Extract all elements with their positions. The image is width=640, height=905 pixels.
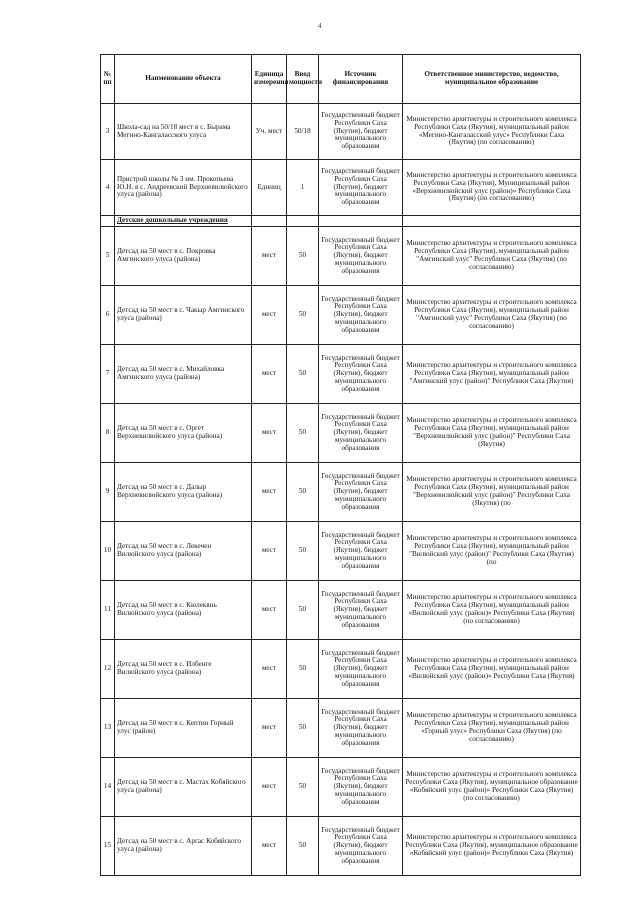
cell-capacity: 50 — [287, 699, 319, 758]
cell-unit: мест — [252, 463, 287, 522]
table-row — [101, 160, 581, 216]
cell-unit: мест — [252, 522, 287, 581]
table-row — [101, 522, 581, 581]
header-name: Наименование объекта — [115, 55, 252, 104]
cell-responsible: Министерство архитектуры и строительного комплекса Республики Саха (Якутия), муниципальный район "Верхневилюйский улус (район)" Республики Саха (Якутия) — [403, 404, 581, 463]
cell-name: Детсад на 50 мест в с. Покровка Амгинского улуса (района) — [115, 227, 252, 286]
cell-source: Государственный бюджет Республики Саха (Якутия), бюджет муниципального образования — [319, 227, 403, 286]
cell-responsible: Министерство архитектуры и строительного комплекса Республики Саха (Якутия), Муниципальный район «Верхневилюйский улус (район)» Республики Саха (Якутия) (по согласованию) — [403, 160, 581, 216]
cell-capacity: 50 — [287, 817, 319, 876]
cell-name: Пристрой школы № 3 им. Прокопьева Ю.Н. в с. Андреевский Верхневилюйского улуса (района) — [115, 160, 252, 216]
table-row — [101, 463, 581, 522]
table-row — [101, 817, 581, 876]
cell-num: 14 — [101, 758, 115, 817]
cell-num: 12 — [101, 640, 115, 699]
cell-unit: Уч. мест — [252, 104, 287, 160]
cell-empty — [403, 216, 581, 227]
cell-num: 11 — [101, 581, 115, 640]
cell-name: Детсад на 50 мест в с. Илбенге Вилюйского улуса (района) — [115, 640, 252, 699]
cell-unit: Единиц — [252, 160, 287, 216]
cell-unit: мест — [252, 345, 287, 404]
cell-num: 7 — [101, 345, 115, 404]
cell-empty — [319, 216, 403, 227]
table-header-row — [101, 55, 581, 104]
section-title: Детские дошкольные учреждения — [115, 216, 252, 227]
cell-source: Государственный бюджет Республики Саха (Якутия), бюджет муниципального образования — [319, 758, 403, 817]
cell-source: Государственный бюджет Республики Саха (Якутия), бюджет муниципального образования — [319, 817, 403, 876]
cell-name: Детсад на 50 мест в с. Кептин Горный улус (район) — [115, 699, 252, 758]
cell-empty — [101, 216, 115, 227]
cell-source: Государственный бюджет Республики Саха (Якутия), бюджет муниципального образования — [319, 160, 403, 216]
table-row — [101, 104, 581, 160]
cell-unit: мест — [252, 699, 287, 758]
cell-unit: мест — [252, 227, 287, 286]
table-row — [101, 758, 581, 817]
cell-name: Детсад на 50 мест в с. Михайловка Амгинского улуса (района) — [115, 345, 252, 404]
table-row — [101, 581, 581, 640]
cell-name: Детсад на 50 мест в с. Чакыр Амгинского улуса (района) — [115, 286, 252, 345]
cell-name: Детсад на 50 мест в с. Аргас Кобяйского улуса (района) — [115, 817, 252, 876]
cell-responsible: Министерство архитектуры и строительного комплекса Республики Саха (Якутия), муниципальное образование «Кобяйский улус (район)» Республики Саха (Якутия) — [403, 817, 581, 876]
cell-name: Детсад на 50 мест в с. Кюлекянь Вилюйского улуса (района) — [115, 581, 252, 640]
table-row — [101, 345, 581, 404]
cell-capacity: 50 — [287, 345, 319, 404]
header-source: Источник финансирования — [319, 55, 403, 104]
table-row — [101, 404, 581, 463]
cell-capacity: 1 — [287, 160, 319, 216]
section-row — [101, 216, 581, 227]
header-responsible: Ответственное министерство, ведомство, муниципальное образование — [403, 55, 581, 104]
cell-responsible: Министерство архитектуры и строительного комплекса Республики Саха (Якутия), муниципальный район "Вилюйский улус (район)" Республики Саха (Якутия) (по — [403, 522, 581, 581]
cell-responsible: Министерство архитектуры и строительного комплекса Республики Саха (Якутия), муниципальный район «Горный улус» Республики Саха (Якутия) (по согласованию) — [403, 699, 581, 758]
table-row — [101, 640, 581, 699]
cell-capacity: 50/18 — [287, 104, 319, 160]
cell-name: Школа-сад на 50/18 мест в с. Бырама Мегино-Кангаласского улуса — [115, 104, 252, 160]
cell-empty — [252, 216, 287, 227]
cell-num: 8 — [101, 404, 115, 463]
cell-source: Государственный бюджет Республики Саха (Якутия), бюджет муниципального образования — [319, 522, 403, 581]
header-num: № пп — [101, 55, 115, 104]
cell-num: 10 — [101, 522, 115, 581]
cell-name: Детсад на 50 мест в с. Оргет Верхневилюйского улуса (района) — [115, 404, 252, 463]
cell-unit: мест — [252, 640, 287, 699]
cell-name: Детсад на 50 мест в с. Мастах Кобяйского улуса (района) — [115, 758, 252, 817]
cell-num: 13 — [101, 699, 115, 758]
header-unit: Единица измерения — [252, 55, 287, 104]
cell-responsible: Министерство архитектуры и строительного комплекса Республики Саха (Якутия), муниципальный район «Вилюйский улус (район)» Республики Саха (Якутия) — [403, 640, 581, 699]
cell-capacity: 50 — [287, 758, 319, 817]
cell-unit: мест — [252, 404, 287, 463]
cell-capacity: 50 — [287, 463, 319, 522]
cell-capacity: 50 — [287, 404, 319, 463]
cell-num: 6 — [101, 286, 115, 345]
table-row — [101, 699, 581, 758]
cell-num: 4 — [101, 160, 115, 216]
table-row — [101, 227, 581, 286]
cell-source: Государственный бюджет Республики Саха (Якутия), бюджет муниципального образования — [319, 345, 403, 404]
cell-source: Государственный бюджет Республики Саха (Якутия), бюджет муниципального образования — [319, 581, 403, 640]
cell-source: Государственный бюджет Республики Саха (Якутия), бюджет муниципального образования — [319, 404, 403, 463]
cell-capacity: 50 — [287, 286, 319, 345]
cell-source: Государственный бюджет Республики Саха (Якутия), бюджет муниципального образования — [319, 640, 403, 699]
cell-num: 5 — [101, 227, 115, 286]
objects-table — [100, 54, 581, 876]
cell-unit: мест — [252, 286, 287, 345]
page-number: 4 — [318, 22, 322, 30]
cell-source: Государственный бюджет Республики Саха (Якутия), бюджет муниципального образования — [319, 463, 403, 522]
cell-num: 3 — [101, 104, 115, 160]
cell-source: Государственный бюджет Республики Саха (Якутия), бюджет муниципального образования — [319, 699, 403, 758]
cell-responsible: Министерство архитектуры и строительного комплекса Республики Саха (Якутия), муниципальный район «Мегино-Кангаласский улус» Республики Саха (Якутия) (по согласованию) — [403, 104, 581, 160]
cell-source: Государственный бюджет Республики Саха (Якутия), бюджет муниципального образования — [319, 104, 403, 160]
header-capacity: Ввод мощности — [287, 55, 319, 104]
cell-unit: мест — [252, 817, 287, 876]
cell-capacity: 50 — [287, 581, 319, 640]
cell-capacity: 50 — [287, 522, 319, 581]
cell-num: 15 — [101, 817, 115, 876]
cell-responsible: Министерство архитектуры и строительного комплекса Республики Саха (Якутия), муниципальный район "Амгинский улус (район)" Республики Саха (Якутия) — [403, 345, 581, 404]
cell-unit: мест — [252, 581, 287, 640]
cell-source: Государственный бюджет Республики Саха (Якутия), бюджет муниципального образования — [319, 286, 403, 345]
cell-responsible: Министерство архитектуры и строительного комплекса Республики Саха (Якутия), муниципальный район "Верхневилюйский улус (район)" Республики Саха (Якутия) (по — [403, 463, 581, 522]
cell-name: Детсад на 50 мест в с. Далыр Верхневилюйского улуса (района) — [115, 463, 252, 522]
cell-responsible: Министерство архитектуры и строительного комплекса Республики Саха (Якутия), муниципальный район «Вилюйский улус (район)» Республики Саха (Якутия) (по согласованию) — [403, 581, 581, 640]
cell-name: Детсад на 50 мест в с. Лекечен Вилюйского улуса (района) — [115, 522, 252, 581]
cell-empty — [287, 216, 319, 227]
cell-responsible: Министерство архитектуры и строительного комплекса Республики Саха (Якутия), муниципальный район "Амгинский улус" Республики Саха (Якутия) (по согласованию) — [403, 286, 581, 345]
cell-responsible: Министерство архитектуры и строительного комплекса Республики Саха (Якутия), муниципальный район "Амгинский улус" Республики Саха (Якутия) (по согласованию) — [403, 227, 581, 286]
cell-capacity: 50 — [287, 640, 319, 699]
cell-responsible: Министерство архитектуры и строительного комплекса Республики Саха (Якутия), муниципальное образование «Кобяйский улус (район)» Республики Саха (Якутия) (по согласованию) — [403, 758, 581, 817]
cell-num: 9 — [101, 463, 115, 522]
table-row — [101, 286, 581, 345]
cell-unit: мест — [252, 758, 287, 817]
cell-capacity: 50 — [287, 227, 319, 286]
